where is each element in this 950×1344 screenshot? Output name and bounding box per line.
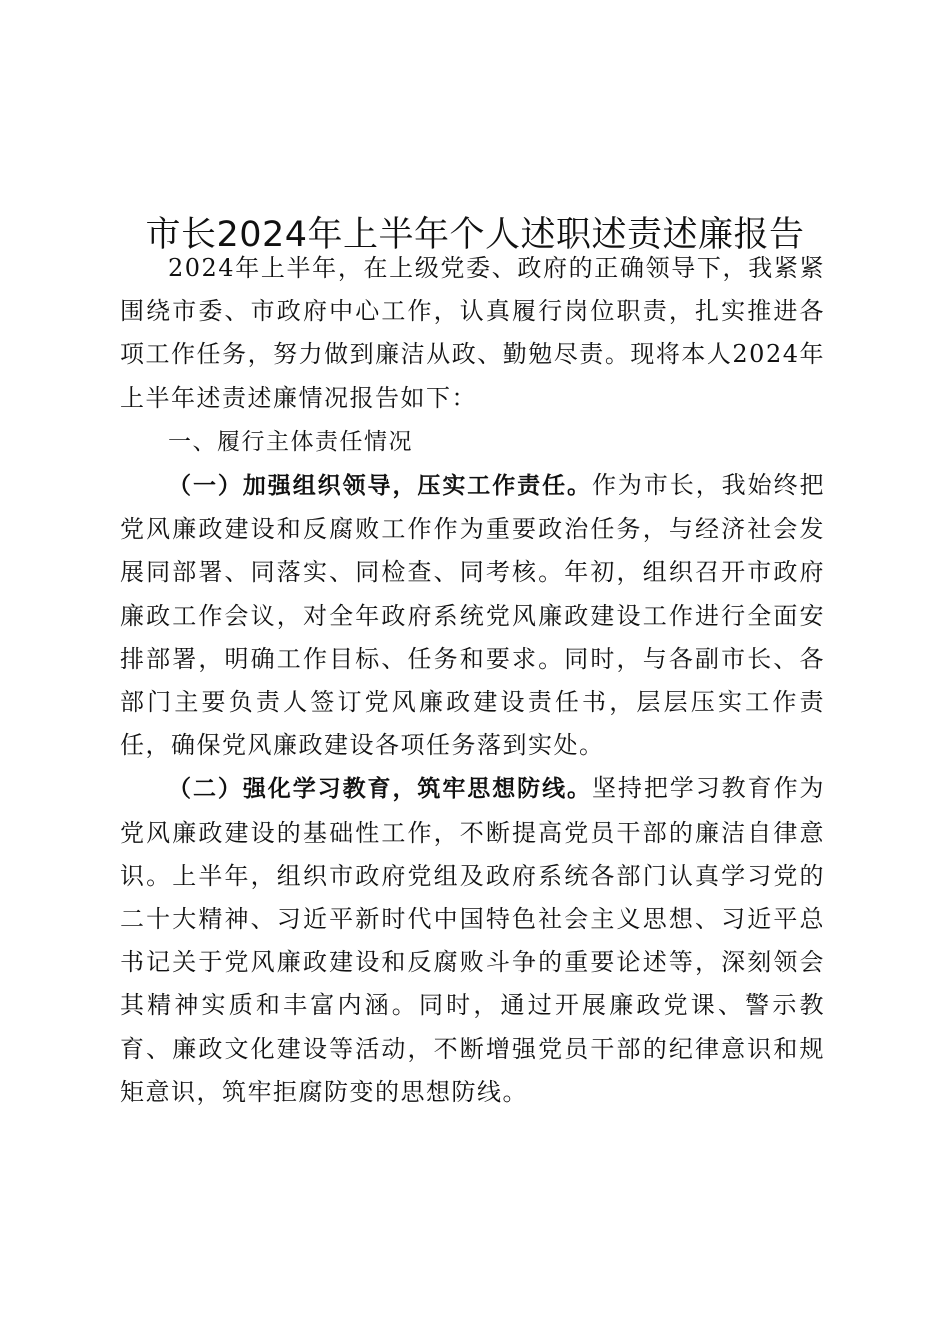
subsection-lead-1: （一）加强组织领导，压实工作责任。 <box>168 473 592 500</box>
section-heading <box>120 420 825 464</box>
document-body <box>120 247 825 1114</box>
subsection-paragraph-2 <box>120 767 825 1114</box>
document-title: 市长2024年上半年个人述职述责述廉报告 <box>145 215 805 255</box>
intro-paragraph: 2024年上半年，在上级党委、政府的正确领导下，我紧紧围绕市委、市政府中心工作，认真履行岗位职责，扎实推进各项工作任务，努力做到廉洁从政、勤勉尽责。现将本人2024年上半年述责述廉情况报告如下： <box>120 254 825 412</box>
section-heading-text: 一、履行主体责任情况 <box>168 428 413 455</box>
subsection-lead-2: （二）强化学习教育，筑牢思想防线。 <box>168 776 592 803</box>
subsection-text-1: 作为市长，我始终把党风廉政建设和反腐败工作作为重要政治任务，与经济社会发展同部署、同落实、同检查、同考核。年初，组织召开市政府廉政工作会议，对全年政府系统党风廉政建设工作进行全面安排部署，明确工作目标、任务和要求。同时，与各副市长、各部门主要负责人签订党风廉政建设责任书，层层压实工作责任，确保党风廉政建设各项任务落到实处。 <box>120 471 826 760</box>
subsection-text-2: 坚持把学习教育作为党风廉政建设的基础性工作，不断提高党员干部的廉洁自律意识。上半年，组织市政府党组及政府系统各部门认真学习党的二十大精神、习近平新时代中国特色社会主义思想、习近平总书记关于党风廉政建设和反腐败斗争的重要论述等，深刻领会其精神实质和丰富内涵。同时，通过开展廉政党课、警示教育、廉政文化建设等活动，不断增强党员干部的纪律意识和规矩意识，筑牢拒腐防变的思想防线。 <box>120 774 826 1106</box>
subsection-paragraph-1 <box>120 464 825 767</box>
